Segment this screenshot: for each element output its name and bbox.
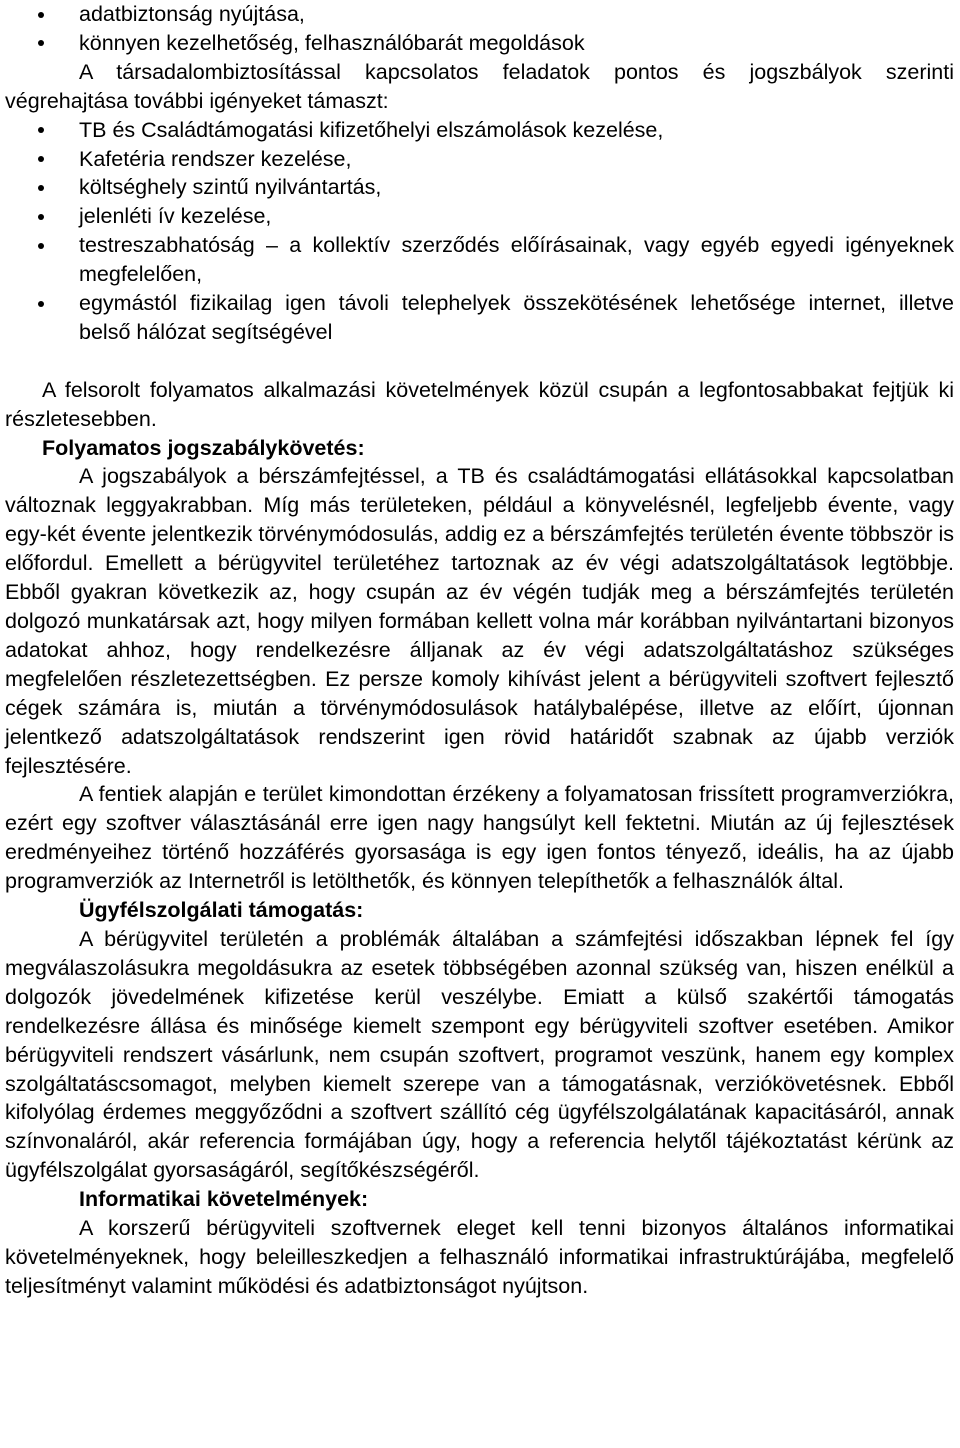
list-item-text: Kafetéria rendszer kezelése, [79, 146, 352, 171]
list-item [5, 202, 954, 231]
list-item-text: TB és Családtámogatási kifizetőhelyi elszámolások kezelése, [79, 117, 664, 142]
list-item [5, 173, 954, 202]
bullet-icon [38, 185, 44, 191]
list-item-text: költséghely szintű nyilvántartás, [79, 175, 382, 200]
list-item-text: adatbiztonság nyújtása, [79, 2, 305, 26]
blank-line [5, 347, 954, 376]
bullet-icon [38, 301, 44, 307]
bullet-list-top [5, 0, 954, 58]
list-item-text: egymástól fizikailag igen távoli telephelyek összekötésének lehetősége internet, illetve belső hálózat segítségével [79, 291, 954, 344]
bullet-icon [38, 156, 44, 162]
list-item [5, 0, 954, 29]
list-item [5, 29, 954, 58]
bullet-icon [38, 127, 44, 133]
list-item [5, 145, 954, 174]
list-item-text: jelenléti ív kezelése, [79, 204, 272, 229]
section-heading-ugyfelszolgalat: Ügyfélszolgálati támogatás: [79, 898, 364, 923]
list-item-text: testreszabhatóság – a kollektív szerződés előírásainak, vagy egyéb egyedi igényeknek megfelelően, [79, 233, 954, 287]
list-item [5, 231, 954, 289]
section-paragraph: A korszerű bérügyviteli szoftvernek eleget kell tenni bizonyos általános informatikai követelményeknek, hogy beleilleszkedjen a felhasználó informatikai infrastruktúrájába, megfelelő teljesítményt valamint működési és adatbiztonságot nyújtson. [5, 1216, 954, 1298]
list-item [5, 116, 954, 145]
list-item [5, 289, 954, 347]
section-heading-jogszabalykovetes: Folyamatos jogszabálykövetés: [42, 435, 365, 460]
bullet-list-main [5, 116, 954, 347]
list-item-text: könnyen kezelhetőség, felhasználóbarát megoldások [79, 30, 585, 55]
intro-paragraph: A társadalombiztosítással kapcsolatos feladatok pontos és jogszbályok szerinti végrehajtása további igényeket támaszt: [5, 59, 954, 113]
section-paragraph: A jogszabályok a bérszámfejtéssel, a TB és családtámogatási ellátásokkal kapcsolatban változnak leggyakrabban. Míg más területeken, például a könyvelésnél, legfeljebb évente, vagy egy-két évente jelentkezik törvénymódosulás, addig ez a bérszámfejtés területén évente többször is előfordul. Emellett a bérügyvitel területéhez tartoznak az év végi adatszolgáltatások legtöbbje. Ebből gyakran következik az, hogy csupán az év végén tudják meg a bérszámfejtés területén dolgozó munkatársak azt, hogy milyen formában kellett volna már korábban nyilvántartani bizonyos adatokat ahhoz, hogy rendelkezésre álljanak az év végi adatszolgáltatáshoz szükséges megfelelően részletezettségben. Ez persze komoly kihívást jelent a bérügyviteli szoftvert fejlesztő cégek számára is, miután a törvénymódosulások hatálybalépése, illetve az előírt, újonnan jelentkező adatszolgáltatások rendszerint igen rövid határidőt szabnak az újabb verziók fejlesztésére. [5, 464, 954, 778]
bullet-icon [38, 40, 44, 46]
section-heading-informatikai: Informatikai követelmények: [79, 1187, 369, 1212]
bullet-icon [38, 243, 44, 249]
section-paragraph: A bérügyvitel területén a problémák általában a számfejtési időszakban lépnek fel így megválaszolásukra megoldásukra az esetek többségében azonnal szükség van, hiszen enélkül a dolgozók jövedelmének kifizetése kerül veszélybe. Emiatt a külső szakértői támogatás rendelkezésre állása és minősége kiemelt szempont egy bérügyviteli szoftver esetében. Amikor bérügyviteli rendszert vásárlunk, nem csupán szoftvert, programot veszünk, hanem egy komplex szolgáltatáscsomagot, melyben kiemelt szerepe van a támogatásnak, verziókövetésnek. Ebből kifolyólag érdemes meggyőződni a szoftvert szállító cég ügyfélszolgálatának kapacitásáról, annak színvonaláról, akár referencia formájában úgy, hogy a referencia helytől tájékoztatást kérünk az ügyfélszolgálat gyorsaságáról, segítőkészségéről. [5, 926, 954, 1183]
bullet-icon [38, 12, 44, 18]
section-paragraph: A fentiek alapján e terület kimondottan érzékeny a folyamatosan frissített programverziókra, ezért egy szoftver választásánál erre igen nagy hangsúlyt kell fektetni. Miután az új fejlesztések eredményeihez történő hozzáférés gyorsasága is egy igen fontos tényező, ideális, ha az újabb programverziók az Internetről is letölthetők, és könnyen telepíthetők a felhasználók által. [5, 782, 954, 894]
bullet-icon [38, 214, 44, 220]
summary-paragraph: A felsorolt folyamatos alkalmazási követelmények közül csupán a legfontosabbakat fejtjük ki részletesebben. [5, 377, 954, 431]
